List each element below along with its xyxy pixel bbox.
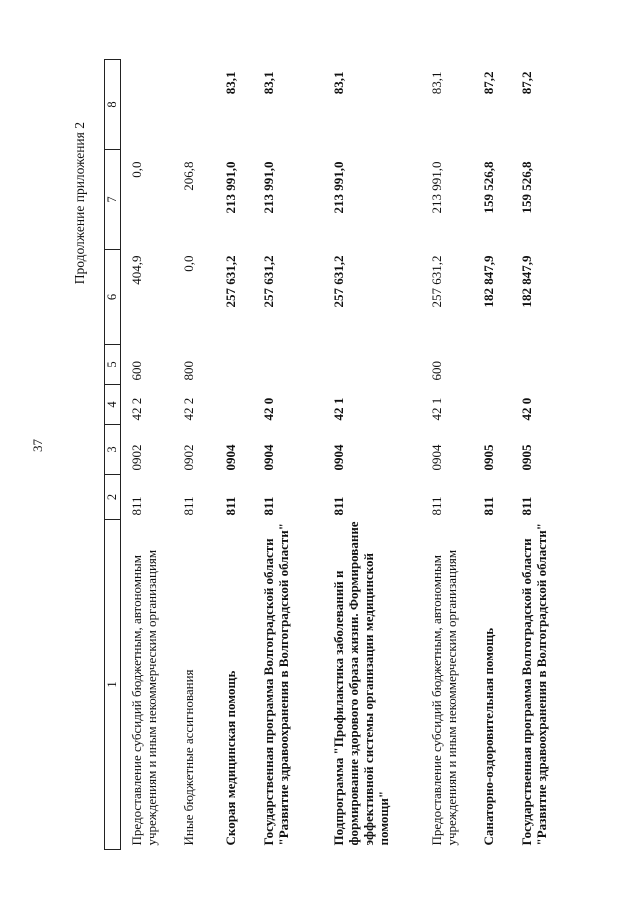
col-header-4: 4 xyxy=(105,385,121,425)
cell-admin-code: 811 xyxy=(181,496,196,516)
cell-percent: 87,2 xyxy=(481,71,496,95)
cell-actual: 159 526,8 xyxy=(481,161,496,214)
cell-section-code: 0905 xyxy=(519,444,534,471)
cell-actual: 213 991,0 xyxy=(429,161,444,214)
cell-section-code: 0904 xyxy=(331,444,346,471)
row-name: Предоставление субсидий бюджетным, автономным учреждениям и иным некоммерческим организациям xyxy=(129,549,159,846)
cell-plan: 182 847,9 xyxy=(481,255,496,308)
rotated-page-content xyxy=(64,60,574,850)
page-number: 37 xyxy=(30,439,45,452)
cell-plan: 182 847,9 xyxy=(519,255,534,308)
cell-percent xyxy=(129,60,181,150)
table-row xyxy=(129,60,181,850)
cell-program-code: 42 1 xyxy=(429,397,444,421)
cell-expense-type xyxy=(519,345,581,385)
cell-section-code: 0904 xyxy=(261,444,276,471)
cell-percent: 83,1 xyxy=(261,71,276,95)
cell-plan: 0,0 xyxy=(181,255,196,272)
cell-expense-type xyxy=(331,345,429,385)
cell-percent: 83,1 xyxy=(331,71,346,95)
table-row xyxy=(429,60,481,850)
cell-admin-code: 811 xyxy=(223,496,238,516)
cell-plan: 257 631,2 xyxy=(331,255,346,308)
row-name: Государственная программа Волгоградской области "Развитие здравоохранения в Волгоградской области" xyxy=(261,523,291,846)
table-row xyxy=(261,60,331,850)
cell-section-code: 0905 xyxy=(481,444,496,471)
col-header-1: 1 xyxy=(105,520,121,850)
col-header-7: 7 xyxy=(105,150,121,250)
cell-plan: 404,9 xyxy=(129,255,144,285)
row-name: Подпрограмма "Профилактика заболеваний и формирование здорового образа жизни. Формирование эффективной системы организации медицинской помощи" xyxy=(331,521,391,846)
cell-program-code: 42 2 xyxy=(129,397,144,421)
cell-program-code: 42 0 xyxy=(261,397,276,421)
budget-table xyxy=(104,59,581,850)
cell-expense-type: 800 xyxy=(181,361,196,381)
row-name: Государственная программа Волгоградской области "Развитие здравоохранения в Волгоградской области" xyxy=(519,523,549,846)
cell-program-code xyxy=(481,385,519,425)
cell-program-code: 42 1 xyxy=(331,397,346,421)
cell-expense-type xyxy=(223,345,261,385)
row-name: Санаторно-оздоровительная помощь xyxy=(481,627,496,846)
cell-actual: 206,8 xyxy=(181,161,196,191)
col-header-8: 8 xyxy=(105,60,121,150)
cell-actual: 0,0 xyxy=(129,161,144,178)
cell-percent: 83,1 xyxy=(223,71,238,95)
cell-admin-code: 811 xyxy=(261,496,276,516)
appendix-caption: Продолжение приложения 2 xyxy=(72,122,87,285)
col-header-2: 2 xyxy=(105,475,121,520)
column-number-header xyxy=(105,60,121,850)
table-row xyxy=(331,60,429,850)
cell-plan: 257 631,2 xyxy=(429,255,444,308)
cell-percent: 83,1 xyxy=(429,71,444,95)
cell-actual: 213 991,0 xyxy=(223,161,238,214)
row-name: Предоставление субсидий бюджетным, автономным учреждениям и иным некоммерческим организациям xyxy=(429,549,459,846)
table-row xyxy=(223,60,261,850)
cell-expense-type: 600 xyxy=(429,361,444,381)
table-row xyxy=(519,60,581,850)
cell-expense-type xyxy=(261,345,331,385)
cell-expense-type xyxy=(481,345,519,385)
row-name: Иные бюджетные ассигнования xyxy=(181,669,196,846)
cell-section-code: 0902 xyxy=(181,444,196,471)
cell-admin-code: 811 xyxy=(481,496,496,516)
cell-percent: 87,2 xyxy=(519,71,534,95)
cell-admin-code: 811 xyxy=(129,496,144,516)
table-row xyxy=(481,60,519,850)
col-header-5: 5 xyxy=(105,345,121,385)
cell-percent xyxy=(181,60,223,150)
cell-program-code: 42 2 xyxy=(181,397,196,421)
cell-program-code: 42 0 xyxy=(519,397,534,421)
cell-admin-code: 811 xyxy=(331,496,346,516)
cell-section-code: 0902 xyxy=(129,444,144,471)
cell-actual: 213 991,0 xyxy=(261,161,276,214)
cell-section-code: 0904 xyxy=(429,444,444,471)
cell-admin-code: 811 xyxy=(519,496,534,516)
cell-plan: 257 631,2 xyxy=(223,255,238,308)
row-name: Скорая медицинская помощь xyxy=(223,670,238,846)
cell-actual: 213 991,0 xyxy=(331,161,346,214)
cell-admin-code: 811 xyxy=(429,496,444,516)
table-row xyxy=(181,60,223,850)
col-header-3: 3 xyxy=(105,425,121,475)
col-header-6: 6 xyxy=(105,250,121,345)
cell-program-code xyxy=(223,385,261,425)
cell-actual: 159 526,8 xyxy=(519,161,534,214)
cell-section-code: 0904 xyxy=(223,444,238,471)
cell-expense-type: 600 xyxy=(129,361,144,381)
cell-plan: 257 631,2 xyxy=(261,255,276,308)
